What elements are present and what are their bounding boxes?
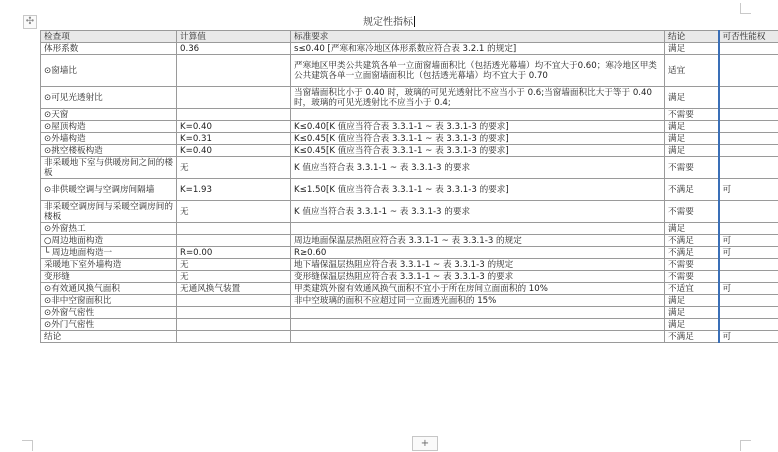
cell-conclusion[interactable]: 满足 [665, 43, 719, 55]
table-move-handle-icon[interactable]: ✣ [23, 15, 37, 29]
cell-standard[interactable] [291, 109, 665, 121]
cell-value[interactable]: R=0.00 [177, 247, 291, 259]
cell-tradeoff[interactable] [719, 121, 778, 133]
cell-standard[interactable]: 非中空玻璃的面积不应超过同一立面透光面积的 15% [291, 295, 665, 307]
table-row [41, 133, 778, 145]
cell-item[interactable]: ⊙非中空窗面积比 [41, 295, 177, 307]
cell-standard[interactable]: s≤0.40 [严寒和寒冷地区体形系数应符合表 3.2.1 的规定] [291, 43, 665, 55]
cell-tradeoff[interactable] [719, 319, 778, 331]
cell-tradeoff[interactable]: 可 [719, 331, 778, 343]
cell-value[interactable]: K=1.93 [177, 179, 291, 201]
cell-item[interactable]: 非采暖空调房间与采暖空调房间的楼板 [41, 201, 177, 223]
cell-item[interactable]: ⊙可见光透射比 [41, 87, 177, 109]
cell-standard[interactable]: K≤0.45[K 值应当符合表 3.3.1-1 ~ 表 3.3.1-3 的要求] [291, 133, 665, 145]
cell-value[interactable] [177, 109, 291, 121]
cell-item[interactable]: ⊙外窗气密性 [41, 307, 177, 319]
cell-standard[interactable]: K 值应当符合表 3.3.1-1 ~ 表 3.3.1-3 的要求 [291, 157, 665, 179]
cell-standard[interactable]: 当窗墙面积比小于 0.40 时，玻璃的可见光透射比不应当小于 0.6;当窗墙面积比大于等于 0.40 时，玻璃的可见光透射比不应当小于 0.4; [291, 87, 665, 109]
table-row [41, 157, 778, 179]
cell-conclusion[interactable]: 满足 [665, 307, 719, 319]
cell-conclusion[interactable]: 满足 [665, 121, 719, 133]
cell-conclusion[interactable]: 满足 [665, 223, 719, 235]
table-title[interactable] [0, 13, 778, 28]
table-row [41, 283, 778, 295]
cell-item[interactable]: ⊙屋顶构造 [41, 121, 177, 133]
table-row [41, 55, 778, 87]
table-row [41, 43, 778, 55]
cell-item[interactable]: 结论 [41, 331, 177, 343]
cell-value[interactable] [177, 235, 291, 247]
cell-item[interactable]: 非采暖地下室与供暖房间之间的楼板 [41, 157, 177, 179]
header-conclusion[interactable]: 结论 [665, 31, 719, 43]
cell-tradeoff[interactable]: 可 [719, 247, 778, 259]
header-tradeoff[interactable]: 可否性能权 [719, 31, 778, 43]
cell-tradeoff[interactable] [719, 145, 778, 157]
cell-value[interactable]: K=0.40 [177, 121, 291, 133]
cell-conclusion[interactable]: 满足 [665, 319, 719, 331]
table-row [41, 121, 778, 133]
cell-standard[interactable]: 周边地面保温层热阻应符合表 3.3.1-1 ~ 表 3.3.1-3 的规定 [291, 235, 665, 247]
cell-tradeoff[interactable] [719, 109, 778, 121]
cell-standard[interactable] [291, 307, 665, 319]
cell-tradeoff[interactable] [719, 223, 778, 235]
cell-standard[interactable]: 地下墙保温层热阻应符合表 3.3.1-1 ~ 表 3.3.1-3 的规定 [291, 259, 665, 271]
cell-standard[interactable] [291, 223, 665, 235]
cell-conclusion[interactable]: 不满足 [665, 179, 719, 201]
cell-item[interactable]: ⊙非供暖空调与空调房间隔墙 [41, 179, 177, 201]
page-corner-mark [22, 440, 33, 451]
cell-value[interactable]: 无 [177, 201, 291, 223]
table-row [41, 259, 778, 271]
cell-standard[interactable]: K≤1.50[K 值应当符合表 3.3.1-1 ~ 表 3.3.1-3 的要求] [291, 179, 665, 201]
cell-conclusion[interactable]: 适宜 [665, 55, 719, 87]
cell-item[interactable]: 变形缝 [41, 271, 177, 283]
table-row [41, 307, 778, 319]
cell-conclusion[interactable]: 满足 [665, 87, 719, 109]
cell-item[interactable]: ⊙挑空楼板构造 [41, 145, 177, 157]
cell-value[interactable] [177, 55, 291, 87]
cell-conclusion[interactable]: 满足 [665, 295, 719, 307]
cell-value[interactable]: 0.36 [177, 43, 291, 55]
cell-standard[interactable]: R≥0.60 [291, 247, 665, 259]
cell-item[interactable]: 体形系数 [41, 43, 177, 55]
table-row [41, 109, 778, 121]
cell-value[interactable]: 无通风换气装置 [177, 283, 291, 295]
table-row [41, 145, 778, 157]
cell-tradeoff[interactable] [719, 55, 778, 87]
cell-standard[interactable]: 变形缝保温层热阻应符合表 3.3.1-1 ~ 表 3.3.1-3 的要求 [291, 271, 665, 283]
cell-tradeoff[interactable] [719, 201, 778, 223]
header-check-item[interactable]: 检查项 [41, 31, 177, 43]
cell-conclusion[interactable]: 不满足 [665, 331, 719, 343]
table-row [41, 331, 778, 343]
table-row [41, 319, 778, 331]
cell-item[interactable]: 采暖地下室外墙构造 [41, 259, 177, 271]
cell-value[interactable] [177, 319, 291, 331]
cell-tradeoff[interactable] [719, 259, 778, 271]
table-title-text[interactable]: 规定性指标 [363, 17, 413, 28]
cell-conclusion[interactable]: 不满足 [665, 235, 719, 247]
cell-value[interactable]: K=0.40 [177, 145, 291, 157]
cell-value[interactable] [177, 307, 291, 319]
table-row [41, 201, 778, 223]
text-cursor [414, 16, 415, 27]
cell-conclusion[interactable]: 不需要 [665, 201, 719, 223]
header-calculated-value[interactable]: 计算值 [177, 31, 291, 43]
cell-conclusion[interactable]: 不需要 [665, 259, 719, 271]
table-row [41, 235, 778, 247]
cell-item[interactable]: ⊙外门气密性 [41, 319, 177, 331]
cell-value[interactable]: 无 [177, 259, 291, 271]
cell-standard[interactable]: K≤0.40[K 值应当符合表 3.3.1-1 ~ 表 3.3.1-3 的要求] [291, 121, 665, 133]
cell-value[interactable] [177, 223, 291, 235]
cell-tradeoff[interactable] [719, 271, 778, 283]
cell-standard[interactable]: K 值应当符合表 3.3.1-1 ~ 表 3.3.1-3 的要求 [291, 201, 665, 223]
header-standard-requirement[interactable]: 标准要求 [291, 31, 665, 43]
cell-standard[interactable] [291, 331, 665, 343]
cell-item[interactable]: ⊙有效通风换气面积 [41, 283, 177, 295]
cell-item[interactable]: ⊙外墙构造 [41, 133, 177, 145]
cell-tradeoff[interactable]: 可 [719, 179, 778, 201]
cell-standard[interactable]: 甲类建筑外窗有效通风换气面积不宜小于所在房间立面面积的 10% [291, 283, 665, 295]
cell-conclusion[interactable]: 满足 [665, 145, 719, 157]
cell-tradeoff[interactable] [719, 307, 778, 319]
cell-tradeoff[interactable] [719, 133, 778, 145]
cell-value[interactable]: 无 [177, 271, 291, 283]
cell-item[interactable]: └ 周边地面构造一 [41, 247, 177, 259]
cell-conclusion[interactable]: 不满足 [665, 247, 719, 259]
cell-tradeoff[interactable] [719, 87, 778, 109]
cell-conclusion[interactable]: 不需要 [665, 157, 719, 179]
table-row [41, 271, 778, 283]
cell-item[interactable]: ⊙窗墙比 [41, 55, 177, 87]
cell-value[interactable]: 无 [177, 157, 291, 179]
cell-item[interactable]: ⊙外窗热工 [41, 223, 177, 235]
cell-value[interactable] [177, 331, 291, 343]
cell-tradeoff[interactable] [719, 295, 778, 307]
cell-tradeoff[interactable]: 可 [719, 283, 778, 295]
table-row [41, 87, 778, 109]
table-row [41, 223, 778, 235]
page-corner-mark [740, 440, 751, 451]
cell-standard[interactable]: 严寒地区甲类公共建筑各单一立面窗墙面积比（包括透光幕墙）均不宜大于0.60；寒冷地区甲类公共建筑各单一立面窗墙面积比（包括透光幕墙）均不宜大于 0.70 [291, 55, 665, 87]
cell-conclusion[interactable]: 不需要 [665, 109, 719, 121]
table-header-row [41, 31, 778, 43]
cell-conclusion[interactable]: 不适宜 [665, 283, 719, 295]
cell-conclusion[interactable]: 不需要 [665, 271, 719, 283]
cell-tradeoff[interactable] [719, 157, 778, 179]
add-row-button[interactable]: + [412, 436, 438, 451]
table-row [41, 247, 778, 259]
table-row [41, 295, 778, 307]
cell-value[interactable]: K=0.31 [177, 133, 291, 145]
cell-value[interactable] [177, 87, 291, 109]
cell-value[interactable] [177, 295, 291, 307]
cell-item[interactable]: ⊙天窗 [41, 109, 177, 121]
cell-conclusion[interactable]: 满足 [665, 133, 719, 145]
cell-item[interactable]: ○周边地面构造 [41, 235, 177, 247]
specification-table[interactable] [40, 30, 778, 343]
table-row [41, 179, 778, 201]
cell-standard[interactable]: K≤0.45[K 值应当符合表 3.3.1-1 ~ 表 3.3.1-3 的要求] [291, 145, 665, 157]
cell-standard[interactable] [291, 319, 665, 331]
cell-tradeoff[interactable] [719, 43, 778, 55]
cell-tradeoff[interactable]: 可 [719, 235, 778, 247]
